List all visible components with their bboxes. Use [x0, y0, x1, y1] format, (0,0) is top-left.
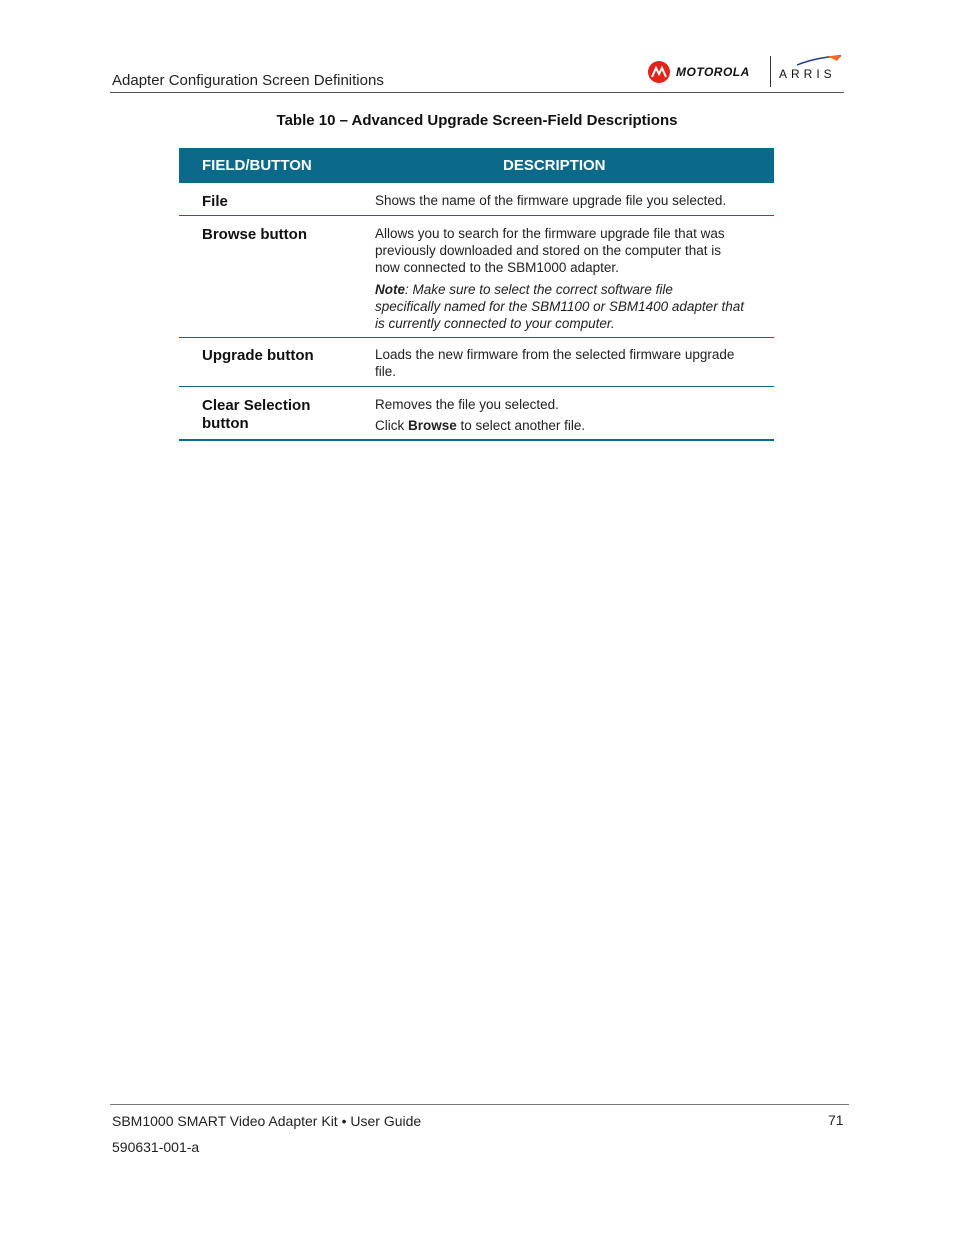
arris-wordmark: ARRIS	[779, 67, 836, 81]
table-row	[179, 216, 774, 338]
footer-rule	[110, 1104, 849, 1105]
table-row	[179, 387, 774, 441]
motorola-batwing-icon	[648, 61, 670, 83]
field-name: File	[202, 193, 228, 210]
table-row	[179, 183, 774, 216]
footer-guide-title: SBM1000 SMART Video Adapter Kit • User Guide	[112, 1113, 422, 1129]
field-name: Upgrade button	[202, 347, 314, 364]
field-description	[375, 338, 774, 386]
note-text: Note: Make sure to select the correct software file specifically named for the SBM1100 or SBM1400 adapter that is currently connected to your computer.	[375, 282, 744, 331]
arris-swoosh-icon	[797, 55, 843, 67]
header-rule	[110, 92, 844, 93]
description-text: Shows the name of the firmware upgrade file you selected.	[375, 193, 727, 208]
page-number: 71	[828, 1112, 844, 1128]
logo-divider	[770, 56, 771, 87]
column-header-description: DESCRIPTION	[503, 157, 606, 174]
field-descriptions-table	[179, 148, 774, 441]
description-text: Removes the file you selected.	[375, 397, 559, 412]
table-row	[179, 338, 774, 387]
page-header-title: Adapter Configuration Screen Definitions	[112, 72, 384, 89]
description-text: Loads the new firmware from the selected firmware upgrade file.	[375, 347, 735, 379]
field-description	[375, 183, 774, 215]
field-name: Browse button	[202, 226, 307, 243]
motorola-wordmark: MOTOROLA	[676, 65, 750, 79]
description-text: Allows you to search for the firmware upgrade file that was previously downloaded and stored on the computer that is now connected to the SBM1000 adapter.	[375, 226, 725, 275]
description-text: Click Browse to select another file.	[375, 418, 586, 433]
document-number: 590631-001-a	[112, 1139, 200, 1155]
column-header-field: FIELD/BUTTON	[202, 157, 312, 174]
motorola-logo	[648, 61, 750, 83]
field-name: Clear Selection button	[202, 397, 311, 432]
table-caption: Table 10 – Advanced Upgrade Screen-Field Descriptions	[276, 112, 678, 129]
table-header-row	[179, 148, 774, 183]
arris-logo	[779, 55, 845, 85]
field-description	[375, 387, 774, 439]
field-description	[375, 216, 774, 337]
